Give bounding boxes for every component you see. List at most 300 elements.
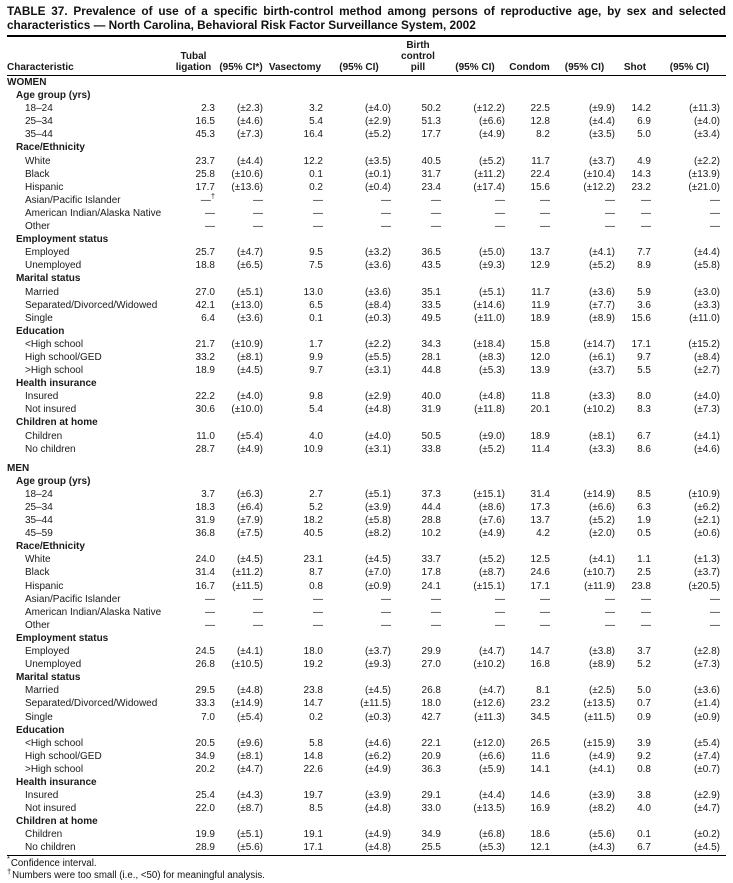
column-header-label: ligation	[175, 62, 212, 73]
row-label: Age group (yrs)	[16, 90, 91, 102]
subsection-row	[7, 377, 726, 390]
ci-cell: (±4.5)	[236, 554, 263, 566]
ci-cell: (±4.6)	[236, 116, 263, 128]
ci-cell: —	[381, 619, 391, 631]
ci-cell: —	[495, 221, 505, 233]
column-header-shot	[617, 36, 653, 76]
ci-cell: (±3.1)	[364, 365, 391, 377]
value-cell: 13.0	[303, 286, 323, 298]
value-cell: 1.1	[637, 554, 651, 566]
value-cell: 50.5	[421, 430, 441, 442]
ci-cell: (±8.1)	[236, 351, 263, 363]
ci-cell: (±7.4)	[693, 750, 720, 762]
value-cell: 23.8	[631, 580, 651, 592]
value-cell: —	[205, 606, 215, 618]
ci-cell: —	[253, 619, 263, 631]
footnote-text: Confidence interval.	[10, 857, 97, 869]
ci-cell: (±3.0)	[693, 286, 720, 298]
table-row	[7, 841, 726, 855]
value-cell: 11.4	[531, 443, 550, 455]
subsection-row	[7, 632, 726, 645]
table-row	[7, 443, 726, 456]
value-cell: 23.2	[631, 181, 651, 193]
ci-cell: (±4.0)	[693, 116, 720, 128]
value-cell: 12.2	[303, 155, 323, 167]
row-label: Marital status	[16, 672, 81, 684]
value-cell: 28.7	[195, 443, 215, 455]
value-cell: 18.6	[530, 829, 550, 841]
column-header-label: Birth	[406, 40, 430, 51]
ci-cell: (±12.0)	[473, 737, 505, 749]
ci-cell: (±5.4)	[236, 430, 263, 442]
ci-cell: (±5.9)	[478, 763, 505, 775]
value-cell: 45.3	[195, 129, 215, 141]
ci-cell: (±11.0)	[474, 312, 505, 324]
ci-cell: —	[495, 619, 505, 631]
ci-cell: (±4.5)	[236, 365, 263, 377]
ci-cell: (±7.3)	[693, 659, 720, 671]
table-row	[7, 697, 726, 710]
value-cell: —	[431, 593, 441, 605]
value-cell: 31.7	[421, 168, 441, 180]
value-cell: 5.4	[309, 116, 323, 128]
value-cell: 29.5	[195, 685, 215, 697]
value-cell: 24.6	[530, 567, 550, 579]
ci-cell: (±0.6)	[693, 528, 720, 540]
footnotes	[7, 854, 726, 883]
value-cell: 22.5	[530, 103, 550, 115]
ci-cell: (±3.7)	[693, 567, 720, 579]
value-cell: 8.5	[309, 803, 323, 815]
ci-cell: (±11.2)	[232, 567, 263, 579]
value-cell: —	[313, 619, 323, 631]
ci-cell: (±6.6)	[478, 116, 505, 128]
value-cell: 18.9	[530, 312, 550, 324]
value-cell: 43.5	[421, 260, 441, 272]
table-row	[7, 102, 726, 115]
subsection-row	[7, 233, 726, 246]
ci-cell: (±4.0)	[364, 103, 391, 115]
value-cell: 14.7	[303, 698, 323, 710]
ci-cell: (±3.3)	[588, 443, 615, 455]
ci-cell: (±1.4)	[693, 698, 720, 710]
value-cell: 5.4	[309, 404, 323, 416]
row-label: Married	[25, 286, 59, 298]
ci-cell: (±6.2)	[693, 502, 720, 513]
row-label: 25–34	[25, 502, 53, 513]
value-cell: 21.7	[195, 338, 215, 350]
ci-cell: (±17.4)	[473, 181, 505, 193]
ci-cell: (±6.6)	[588, 502, 615, 513]
value-cell: —	[205, 221, 215, 233]
ci-cell: (±10.0)	[231, 404, 263, 416]
value-cell: 11.0	[196, 430, 215, 442]
ci-cell: (±5.1)	[478, 286, 505, 298]
value-cell: —	[540, 194, 550, 206]
ci-cell: —	[710, 207, 720, 219]
ci-cell: —	[381, 221, 391, 233]
value-cell: 7.5	[309, 260, 323, 272]
value-cell: 19.7	[303, 790, 323, 802]
value-cell: 20.2	[195, 763, 215, 775]
ci-cell: (±11.3)	[689, 103, 720, 115]
row-label: Separated/Divorced/Widowed	[25, 299, 158, 311]
table-row	[7, 711, 726, 724]
ci-cell: (±4.5)	[364, 554, 391, 566]
ci-cell: (±10.2)	[583, 404, 615, 416]
value-cell: 7.7	[637, 247, 651, 259]
value-cell: 0.2	[309, 711, 323, 723]
row-label: High school/GED	[25, 351, 102, 363]
value-cell: 15.8	[530, 338, 550, 350]
value-cell: 8.5	[637, 488, 651, 500]
column-header-condom	[507, 36, 552, 76]
ci-cell: (±5.6)	[588, 829, 615, 841]
value-cell: 25.7	[195, 247, 215, 259]
ci-cell: (±6.1)	[588, 351, 615, 363]
ci-cell: (±4.9)	[478, 528, 505, 540]
value-cell: 3.2	[309, 103, 323, 115]
value-cell: 12.8	[530, 116, 550, 128]
value-cell: 6.3	[637, 502, 651, 513]
subsection-row	[7, 540, 726, 553]
subsection-row	[7, 89, 726, 102]
row-label: 18–24	[25, 103, 53, 115]
value-cell: 33.7	[421, 554, 441, 566]
value-cell: 18.9	[530, 430, 550, 442]
ci-cell: (±12.2)	[583, 181, 615, 193]
row-label: White	[25, 554, 51, 566]
ci-cell: (±10.4)	[583, 168, 615, 180]
ci-cell: (±9.6)	[236, 737, 263, 749]
ci-cell: (±13.5)	[473, 803, 505, 815]
value-cell: 25.8	[195, 168, 215, 180]
table-row	[7, 737, 726, 750]
footnote-marker: †	[7, 866, 12, 876]
value-cell: 22.4	[530, 168, 550, 180]
row-label: <High school	[25, 737, 84, 749]
value-cell: 8.6	[637, 443, 651, 455]
value-cell: —	[540, 606, 550, 618]
ci-cell: —	[605, 221, 615, 233]
value-cell: 14.2	[631, 103, 651, 115]
ci-cell: (±5.4)	[693, 737, 720, 749]
ci-cell: (±14.9)	[231, 698, 263, 710]
value-cell: 5.0	[637, 129, 651, 141]
table-row	[7, 501, 726, 514]
value-cell: 19.9	[195, 829, 215, 841]
value-cell: 0.9	[637, 711, 651, 723]
ci-cell: (±11.5)	[584, 711, 615, 723]
value-cell: 29.9	[421, 646, 441, 658]
table-row	[7, 286, 726, 299]
ci-cell: (±15.2)	[688, 338, 720, 350]
table-row	[7, 684, 726, 697]
ci-cell: (±3.3)	[588, 391, 615, 403]
ci-cell: —	[381, 593, 391, 605]
value-cell: 34.9	[195, 750, 215, 762]
ci-cell: (±5.2)	[478, 554, 505, 566]
ci-cell: (±9.0)	[478, 430, 505, 442]
row-label: Employed	[25, 646, 70, 658]
ci-cell: (±3.3)	[693, 299, 720, 311]
value-cell: 19.1	[303, 829, 323, 841]
value-cell: 18.2	[303, 515, 323, 527]
section-row	[7, 456, 726, 475]
ci-cell: —	[253, 207, 263, 219]
ci-cell: —	[253, 194, 263, 206]
row-label: Age group (yrs)	[16, 475, 91, 487]
value-cell: —	[641, 606, 651, 618]
table-row	[7, 789, 726, 802]
value-cell: 1.7	[309, 338, 323, 350]
ci-cell: (±4.8)	[236, 685, 263, 697]
value-cell: —	[540, 593, 550, 605]
value-cell: 33.0	[421, 803, 441, 815]
value-cell: 12.1	[530, 842, 550, 854]
ci-cell: (±4.8)	[364, 404, 391, 416]
column-header-label: pill	[410, 62, 426, 73]
value-cell: 11.7	[531, 286, 550, 298]
subsection-row	[7, 141, 726, 154]
row-label: Black	[25, 567, 50, 579]
value-cell: 9.7	[309, 365, 323, 377]
table-row	[7, 750, 726, 763]
value-cell: 17.1	[631, 338, 651, 350]
table-row	[7, 514, 726, 527]
value-cell: —	[540, 221, 550, 233]
ci-cell: (±8.7)	[478, 567, 505, 579]
value-cell: 8.7	[309, 567, 323, 579]
value-cell: 0.7	[637, 698, 651, 710]
row-label: Married	[25, 685, 59, 697]
value-cell: 9.9	[309, 351, 323, 363]
ci-cell: (±5.3)	[478, 842, 505, 854]
column-header-label: (95% CI*)	[219, 62, 263, 73]
value-cell: 33.5	[421, 299, 441, 311]
value-cell: 26.8	[421, 685, 441, 697]
value-cell: 18.8	[195, 260, 215, 272]
value-cell: 5.2	[309, 502, 323, 513]
ci-cell: (±3.6)	[364, 260, 391, 272]
ci-cell: (±5.5)	[364, 351, 391, 363]
value-cell: 40.0	[421, 391, 441, 403]
value-cell: —	[313, 221, 323, 233]
value-cell: 8.3	[637, 404, 651, 416]
ci-cell: —	[495, 194, 505, 206]
value-cell: 37.3	[421, 488, 441, 500]
ci-cell: (±2.7)	[693, 365, 720, 377]
table-row	[7, 259, 726, 272]
ci-cell: (±0.3)	[364, 711, 391, 723]
ci-cell: (±4.8)	[364, 803, 391, 815]
value-cell: 4.9	[637, 155, 651, 167]
value-cell: 3.6	[637, 299, 651, 311]
ci-cell: (±4.9)	[588, 750, 615, 762]
value-cell: 1.9	[637, 515, 651, 527]
ci-cell: (±3.6)	[364, 286, 391, 298]
table-row	[7, 763, 726, 776]
ci-cell: (±5.0)	[478, 247, 505, 259]
ci-cell: —	[605, 593, 615, 605]
table-row	[7, 606, 726, 619]
ci-cell: (±8.7)	[236, 803, 263, 815]
value-cell: 9.8	[309, 391, 323, 403]
ci-cell: (±5.2)	[588, 260, 615, 272]
row-label: No children	[25, 443, 76, 455]
ci-cell: (±5.2)	[478, 443, 505, 455]
row-label: Children	[25, 829, 63, 841]
ci-cell: (±15.1)	[473, 580, 505, 592]
ci-cell: (±5.1)	[364, 488, 391, 500]
value-cell: 3.7	[637, 646, 651, 658]
value-cell: 16.9	[530, 803, 550, 815]
row-label: Employment status	[16, 234, 109, 246]
subsection-row	[7, 671, 726, 684]
value-cell: 35.1	[421, 286, 441, 298]
table-row	[7, 246, 726, 259]
table-body	[7, 76, 726, 856]
footnote-confidence-interval	[7, 854, 726, 871]
row-label: Single	[25, 711, 53, 723]
ci-cell: (±8.4)	[693, 351, 720, 363]
column-header-tubal-ligation-ci	[217, 36, 265, 76]
ci-cell: (±4.7)	[478, 685, 505, 697]
ci-cell: (±4.6)	[693, 443, 720, 455]
value-cell: 19.2	[303, 659, 323, 671]
table-row	[7, 155, 726, 168]
ci-cell: (±0.2)	[693, 829, 720, 841]
table-row	[7, 566, 726, 579]
subsection-row	[7, 272, 726, 285]
ci-cell: (±8.1)	[236, 750, 263, 762]
column-header-label: Vasectomy	[268, 62, 322, 73]
value-cell: —	[313, 207, 323, 219]
value-cell: —	[431, 221, 441, 233]
column-header-label: (95% CI)	[669, 62, 710, 73]
value-cell: 20.1	[530, 404, 550, 416]
value-cell: —	[431, 619, 441, 631]
ci-cell: —	[605, 207, 615, 219]
ci-cell: (±2.2)	[693, 155, 720, 167]
value-cell: 6.5	[309, 299, 323, 311]
ci-cell: (±3.6)	[693, 685, 720, 697]
ci-cell: (±0.3)	[364, 312, 391, 324]
value-cell: 29.1	[421, 790, 441, 802]
ci-cell: —	[495, 606, 505, 618]
ci-cell: (±0.1)	[364, 168, 391, 180]
ci-cell: (±3.5)	[588, 129, 615, 141]
value-cell: 0.5	[637, 528, 651, 540]
value-cell: 4.2	[536, 528, 550, 540]
value-cell: 4.0	[637, 803, 651, 815]
value-cell: 8.2	[536, 129, 550, 141]
row-label: 25–34	[25, 116, 53, 128]
value-cell: 0.2	[309, 181, 323, 193]
value-cell: 12.0	[530, 351, 550, 363]
ci-cell: (±4.9)	[478, 129, 505, 141]
ci-cell: (±11.8)	[474, 404, 505, 416]
ci-cell: (±3.9)	[588, 790, 615, 802]
value-cell: 18.0	[421, 698, 441, 710]
value-cell: 14.7	[530, 646, 550, 658]
value-cell: 5.9	[637, 286, 651, 298]
ci-cell: (±5.1)	[236, 286, 263, 298]
value-cell: 12.9	[530, 260, 550, 272]
row-label: 35–44	[25, 129, 53, 141]
ci-cell: (±3.6)	[236, 312, 263, 324]
ci-cell: (±2.3)	[236, 103, 263, 115]
ci-cell: (±3.7)	[364, 646, 391, 658]
ci-cell: (±0.9)	[693, 711, 720, 723]
subsection-row	[7, 776, 726, 789]
row-label: American Indian/Alaska Native	[25, 207, 162, 219]
table-row	[7, 312, 726, 325]
ci-cell: (±6.8)	[478, 829, 505, 841]
value-cell: —†	[200, 191, 215, 206]
row-label: Children	[25, 430, 63, 442]
value-cell: 16.8	[530, 659, 550, 671]
ci-cell: —	[605, 194, 615, 206]
ci-cell: (±5.2)	[588, 515, 615, 527]
ci-cell: (±5.4)	[236, 711, 263, 723]
ci-cell: (±1.3)	[693, 554, 720, 566]
ci-cell: (±3.4)	[693, 129, 720, 141]
value-cell: 28.1	[421, 351, 441, 363]
row-label: Not insured	[25, 803, 77, 815]
ci-cell: (±4.1)	[693, 430, 720, 442]
row-label: Marital status	[16, 273, 81, 285]
row-label: American Indian/Alaska Native	[25, 606, 162, 618]
ci-cell: (±7.7)	[588, 299, 615, 311]
ci-cell: (±20.5)	[688, 580, 720, 592]
ci-cell: (±4.7)	[236, 247, 263, 259]
value-cell: 2.5	[637, 567, 651, 579]
ci-cell: (±15.1)	[473, 488, 505, 500]
ci-cell: —	[710, 606, 720, 618]
ci-cell: (±3.7)	[588, 155, 615, 167]
ci-cell: (±11.5)	[232, 580, 263, 592]
value-cell: 36.3	[421, 763, 441, 775]
value-cell: 31.4	[195, 567, 215, 579]
row-label: >High school	[25, 365, 84, 377]
ci-cell: (±2.9)	[693, 790, 720, 802]
value-cell: 9.2	[637, 750, 651, 762]
value-cell: 18.0	[303, 646, 323, 658]
ci-cell: (±6.6)	[478, 750, 505, 762]
ci-cell: (±5.1)	[236, 829, 263, 841]
ci-cell: (±4.4)	[478, 790, 505, 802]
column-header-label: Tubal	[180, 51, 207, 62]
value-cell: 23.2	[530, 698, 550, 710]
ci-cell: (±5.3)	[478, 365, 505, 377]
row-label: >High school	[25, 763, 84, 775]
ci-cell: (±14.7)	[583, 338, 615, 350]
ci-cell: (±5.2)	[364, 129, 391, 141]
value-cell: 8.9	[637, 260, 651, 272]
ci-cell: (±14.9)	[583, 488, 615, 500]
value-cell: 0.1	[637, 829, 651, 841]
value-cell: 44.8	[421, 365, 441, 377]
table-row	[7, 364, 726, 377]
value-cell: 22.2	[195, 391, 215, 403]
value-cell: —	[641, 194, 651, 206]
value-cell: 16.7	[195, 580, 215, 592]
ci-cell: (±13.0)	[231, 299, 263, 311]
value-cell: —	[540, 207, 550, 219]
ci-cell: (±21.0)	[688, 181, 720, 193]
value-cell: —	[540, 619, 550, 631]
